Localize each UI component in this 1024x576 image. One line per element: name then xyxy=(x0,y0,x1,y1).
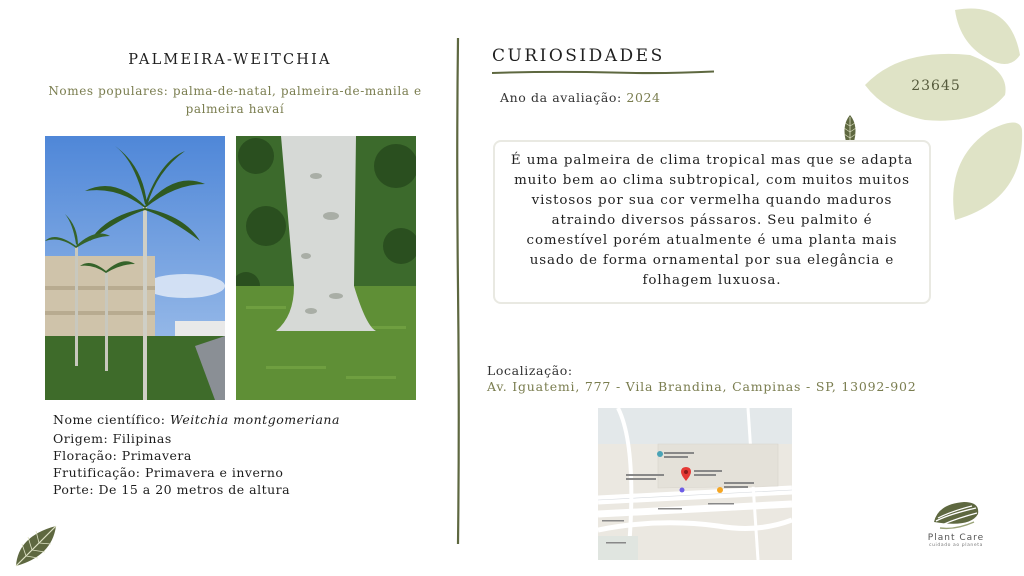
scientific-name xyxy=(53,411,340,428)
location-map[interactable] xyxy=(598,408,792,560)
logo-name: Plant Care xyxy=(927,533,985,543)
plant-title: PALMEIRA-WEITCHIA xyxy=(128,52,332,68)
trunk-photo xyxy=(236,136,416,400)
location-address: Av. Iguatemi, 777 - Vila Brandina, Campinas - SP, 13092-902 xyxy=(487,379,917,394)
column-divider xyxy=(456,38,460,544)
heading-underline xyxy=(492,70,714,75)
map-pin-icon xyxy=(681,467,691,481)
evaluation-year xyxy=(500,90,661,105)
plant-facts xyxy=(53,411,340,498)
scientific-name-label: Nome científico: xyxy=(53,412,166,427)
evaluation-year-value: 2024 xyxy=(626,90,661,105)
origin: Origem: Filipinas xyxy=(53,431,172,446)
flowering: Floração: Primavera xyxy=(53,448,192,463)
scientific-name-value: Weitchia montgomeriana xyxy=(170,412,340,427)
popular-names: Nomes populares: palma-de-natal, palmeira-de-manila e palmeira havaí xyxy=(48,84,422,116)
location-label: Localização: xyxy=(487,363,573,378)
plant-care-logo-icon xyxy=(930,500,982,532)
curiosities-text: É uma palmeira de clima tropical mas que se adapta muito bem ao clima subtropical, com muitos muitos vistosos por sua cor vermelha quando maduros atraindo diversos pássaros. Seu palmito é comestível porém atualmente é uma planta mais usado de forma ornamental por sua elegância e folhagem luxuosa. xyxy=(493,140,931,304)
plant-id-badge: 23645 xyxy=(911,78,961,94)
size: Porte: De 15 a 20 metros de altura xyxy=(53,482,291,497)
logo-tagline: cuidado ao planeta xyxy=(929,543,983,548)
leaf-icon xyxy=(12,522,60,570)
plant-care-logo xyxy=(920,500,992,548)
palm-tree-photo xyxy=(45,136,225,400)
curiosities-heading: CURIOSIDADES xyxy=(492,46,665,66)
fruiting: Frutificação: Primavera e inverno xyxy=(53,465,284,480)
evaluation-year-label: Ano da avaliação: xyxy=(500,90,622,105)
